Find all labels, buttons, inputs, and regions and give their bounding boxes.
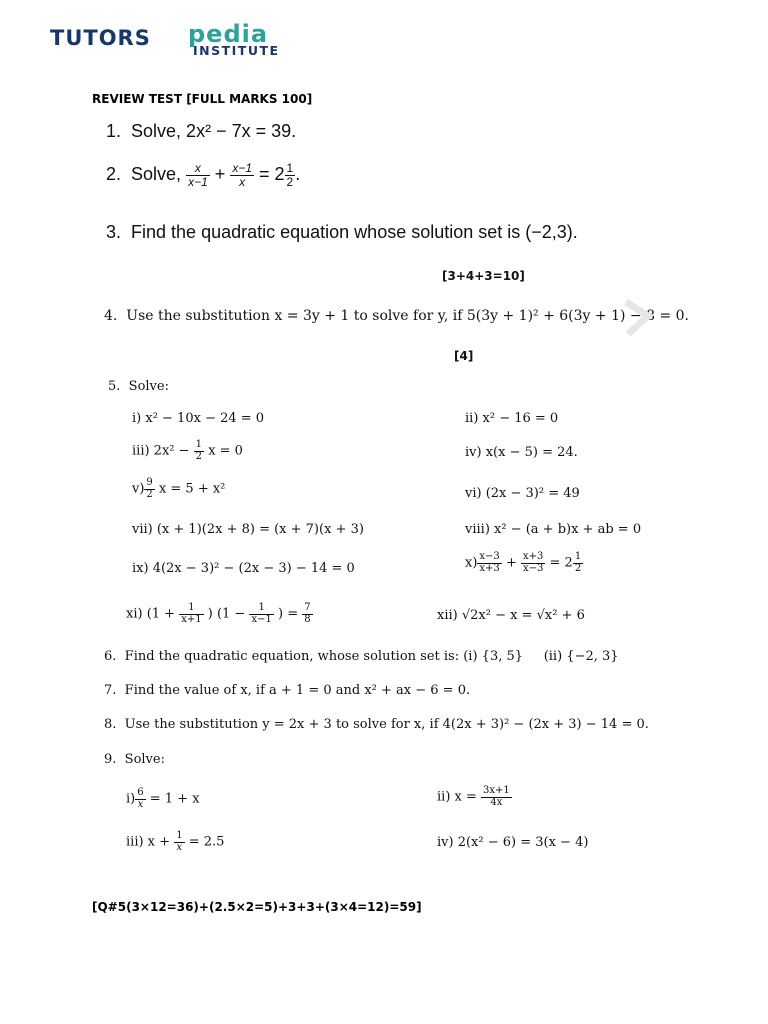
watermark-mark [618,298,658,338]
question-6 [104,649,619,664]
q5-part-ix: ix) 4(2x − 3)² − (2x − 3) − 14 = 0 [132,561,355,576]
q5-part-i: i) x² − 10x − 24 = 0 [132,411,265,426]
q5-part-iii: iii) 2x² − $\frac{1}{2}$ x = 0 [132,439,243,462]
question-number: 1. [106,121,122,141]
question-7 [104,683,470,698]
question-number: 5. [108,379,121,394]
q5-part-v: v) $\frac{9}{2}$ x = 5 + x² [132,477,226,500]
q9-part-i: i) $\frac{6}{x}$ = 1 + x [126,787,200,810]
q5-part-ii: ii) x² − 16 = 0 [465,411,559,426]
question-4 [104,308,689,324]
question-3 [106,222,578,243]
question-number: 4. [104,308,118,324]
q5-part-vi: vi) (2x − 3)² = 49 [465,486,580,501]
question-text: Find the quadratic equation, whose solution set is: (i) {3, 5} [124,649,524,664]
question-number: 8. [104,717,117,732]
q5-part-iv: iv) x(x − 5) = 24. [465,445,578,460]
marks-breakdown: [Q#5(3×12=36)+(2.5×2=5)+3+3+(3×4=12)=59] [92,900,422,914]
marks-label: [4] [454,349,474,363]
question-2 [106,162,300,188]
marks-label: [3+4+3=10] [442,269,525,283]
question-text: Find the quadratic equation whose solution set is (−2,3). [131,222,578,242]
question-number: 3. [106,222,122,242]
q5-part-x: x) $\frac{x-3}{x+3}$ + $\frac{x+3}{x-3}$ = 2 $\frac{1}{2}$ [465,551,582,574]
question-lead: Solve, [131,163,182,184]
question-text: Use the substitution x = 3y + 1 to solve for y, if 5(3y + 1)² + 6(3y + 1) − 8 = 0. [126,308,689,324]
question-number: 7. [104,683,117,698]
question-lead: Solve: [128,379,169,394]
q5-part-xii: xii) √2x² − x = √x² + 6 [437,608,585,623]
logo-pedia: pedia [188,20,269,48]
logo-institute: INSTITUTE [193,43,280,58]
question-8 [104,717,649,732]
question-text: Find the value of x, if a + 1 = 0 and x² + ax − 6 = 0. [124,683,471,698]
question-text-part2: (ii) {−2, 3} [543,649,619,664]
q9-part-iv: iv) 2(x² − 6) = 3(x − 4) [437,835,589,850]
question-text: Use the substitution y = 2x + 3 to solve for x, if 4(2x + 3)² − (2x + 3) − 14 = 0. [124,717,649,732]
period: . [295,163,301,184]
q5-part-xi: xi) (1 + $\frac{1}{x+1}$ ) (1 − $\frac{1}{x-1}$ ) = $\frac{7}{8}$ [126,602,311,625]
question-1 [106,121,296,142]
question-text: Solve, 2x² − 7x = 39. [131,121,297,141]
q9-part-ii: ii) x = $\frac{3x+1}{4x}$ [437,785,510,808]
question-number: 9. [104,752,117,767]
q5-part-viii: viii) x² − (a + b)x + ab = 0 [465,522,642,537]
question-number: 6. [104,649,117,664]
q9-part-iii: iii) x + $\frac{1}{x}$ = 2.5 [126,830,225,853]
fraction: $\frac{x-1}{x}$ [232,161,252,189]
fraction: $\frac{x}{x-1}$ [188,161,208,189]
test-heading: REVIEW TEST [FULL MARKS 100] [92,92,313,106]
question-9 [104,752,165,767]
q5-part-vii: vii) (x + 1)(2x + 8) = (x + 7)(x + 3) [132,522,364,537]
equals-text: = 2 [259,163,285,184]
plus-sign: + [214,163,226,184]
question-lead: Solve: [124,752,165,767]
logo-tutors: TUTORS [50,26,151,50]
mixed-fraction: $\frac{1}{2}$ [286,161,294,189]
question-number: 2. [106,163,122,184]
question-5 [108,379,169,394]
